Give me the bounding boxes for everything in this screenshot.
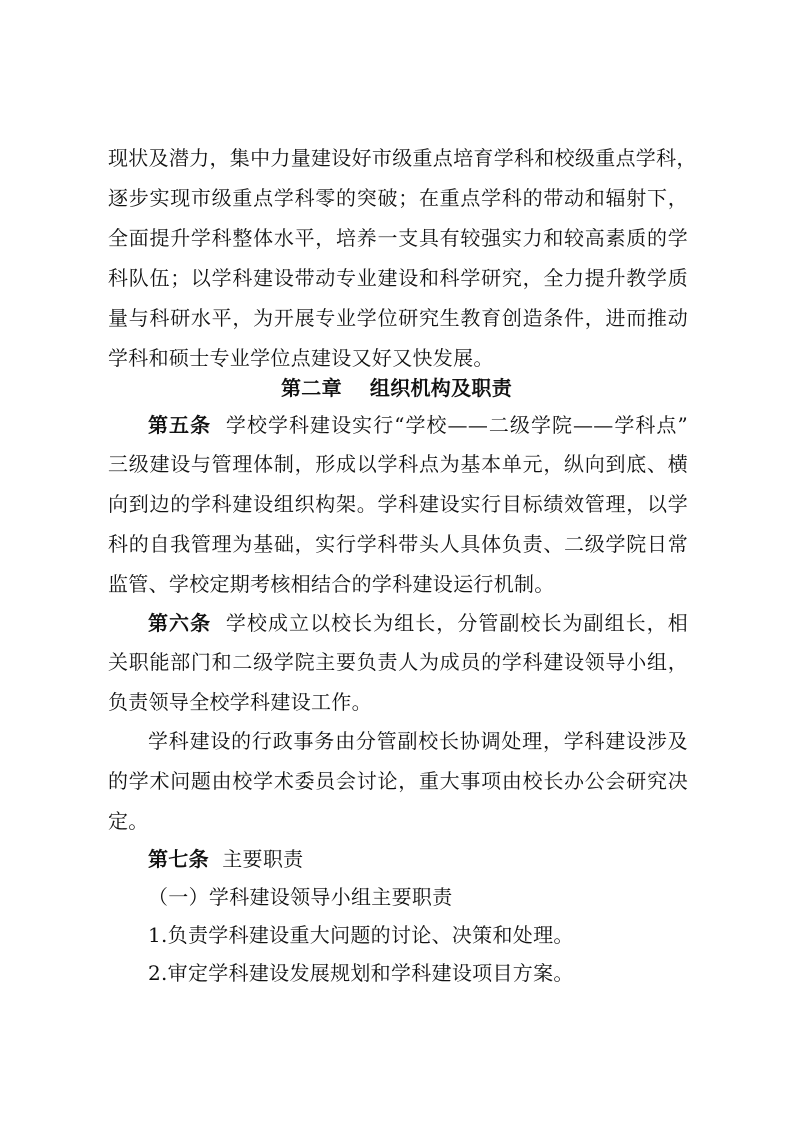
- chapter-heading: [0, 375, 793, 401]
- text-line: 量与科研水平，为开展专业学位研究生教育创造条件，进而推动: [108, 306, 688, 330]
- text-line: 监管、学校定期考核相结合的学科建设运行机制。: [108, 572, 555, 596]
- article-5-first-line: [148, 412, 688, 438]
- text-line: 向到边的学科建设组织构架。学科建设实行目标绩效管理，以学: [108, 492, 688, 516]
- text-line: 学校成立以校长为组长，分管副校长为副组长，相: [225, 611, 688, 635]
- article-7-label: 第七条: [148, 847, 209, 871]
- article-6-label: 第六条: [148, 611, 212, 635]
- text-line: 学科和硕士专业学位点建设又好又快发展。: [108, 346, 494, 370]
- article-6-first-line: [148, 610, 688, 636]
- text-line: 现状及潜力，集中力量建设好市级重点培育学科和校级重点学科，: [108, 146, 697, 170]
- text-line: 逐步实现市级重点学科零的突破；在重点学科的带动和辐射下，: [108, 186, 688, 210]
- text-line: 全面提升学科整体水平，培养一支具有较强实力和较高素质的学: [108, 226, 688, 250]
- text-line: 的学术问题由校学术委员会讨论，重大事项由校长办公会研究决: [108, 769, 688, 793]
- subsection-heading: （一）学科建设领导小组主要职责: [148, 885, 453, 909]
- chapter-title: 组织机构及职责: [369, 376, 512, 400]
- article-7-title: 主要职责: [222, 847, 304, 871]
- text-line: 定。: [108, 809, 149, 833]
- text-line: 学校学科建设实行“学校——二级学院——学科点”: [225, 413, 688, 437]
- text-line: 关职能部门和二级学院主要负责人为成员的学科建设领导小组，: [108, 650, 688, 674]
- text-line: 学科建设的行政事务由分管副校长协调处理，学科建设涉及: [148, 729, 688, 753]
- chapter-number: 第二章: [280, 376, 342, 400]
- article-7-line: [148, 846, 688, 872]
- text-line: 三级建设与管理体制，形成以学科点为基本单元，纵向到底、横: [108, 452, 688, 476]
- text-line: 负责领导全校学科建设工作。: [108, 690, 372, 714]
- list-item: 1.负责学科建设重大问题的讨论、决策和处理。: [148, 923, 574, 947]
- article-5-label: 第五条: [148, 413, 212, 437]
- list-item: 2.审定学科建设发展规划和学科建设项目方案。: [148, 961, 574, 985]
- text-line: 科的自我管理为基础，实行学科带头人具体负责、二级学院日常: [108, 532, 688, 556]
- text-line: 科队伍；以学科建设带动专业建设和科学研究，全力提升教学质: [108, 266, 688, 290]
